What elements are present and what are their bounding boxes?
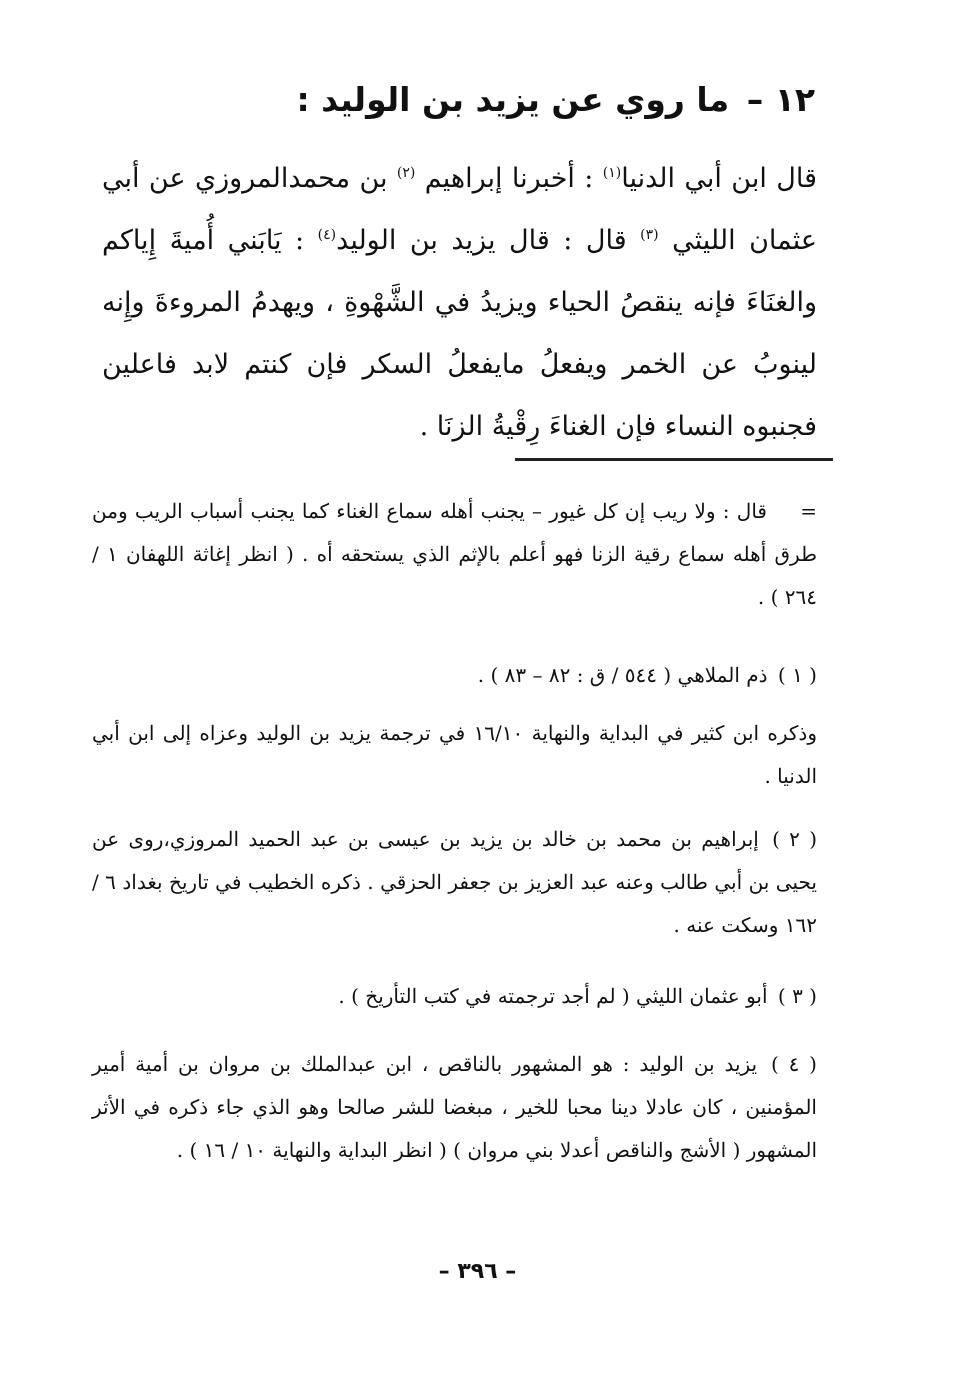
footnote-ref-2: (٢) xyxy=(396,165,416,181)
footnote-continued-text: قال : ولا ريب إن كل غيور – يجنب أهله سماع الغناء كما يجنب أسباب الريب ومن طرق أهله سماع رقية الزنا فهو أعلم بالإثم الذي يستحقه أه . ( انظر إغاثة اللهفان ١ / ٢٦٤ ) . xyxy=(92,499,817,609)
footnote-1-number: ( ١ ) xyxy=(777,663,817,687)
section-number: ١٢ – xyxy=(746,80,815,119)
footnote-3 xyxy=(92,975,817,1018)
footnote-4-number: ( ٤ ) xyxy=(770,1052,817,1076)
main-text-part-4: قال : قال يزيد بن الوليد xyxy=(336,225,641,256)
footnote-2 xyxy=(92,818,817,947)
footnote-ref-4: (٤) xyxy=(317,227,337,243)
footnote-1 xyxy=(92,654,817,697)
footnote-4 xyxy=(92,1043,817,1172)
main-text-part-5: : يَابَني أُميةَ إِياكم والغنَاءَ فإنه ينقصُ الحياء ويزيدُ في الشَّهْوةِ ، ويهدمُ المروءةَ وإِنه لينوبُ عن الخمر ويفعلُ مايفعلُ السكر فإن كنتم لابد فاعلين فجنبوه النساء فإن الغناءَ رِقْيةُ الزنَا . xyxy=(102,225,817,442)
main-text-part-3: بن محمدالمروزي عن أبي عثمان الليثي xyxy=(102,163,817,256)
footnote-2-text: إبراهيم بن محمد بن خالد بن يزيد بن عيسى بن عبد الحميد المروزي،روى عن يحيى بن أبي طالب وعنه عبد العزيز بن جعفر الحزقي . ذكره الخطيب في تاريخ بغداد ٦ / ١٦٢ وسكت عنه . xyxy=(92,827,817,937)
main-paragraph xyxy=(102,148,817,458)
main-text-part-2: : أخبرنا إبراهيم xyxy=(415,163,603,194)
footnote-3-number: ( ٣ ) xyxy=(777,984,817,1008)
page-number: – ٣٩٦ – xyxy=(438,1259,517,1284)
footnote-3-text: أبو عثمان الليثي ( لم أجد ترجمته في كتب التأريخ ) . xyxy=(338,984,768,1008)
section-title: ما روي عن يزيد بن الوليد : xyxy=(296,80,730,119)
footnote-1-extra xyxy=(92,712,817,798)
footnote-separator xyxy=(515,458,833,461)
section-heading xyxy=(115,72,815,128)
main-text-part-1: قال ابن أبي الدنيا xyxy=(621,163,817,194)
footnote-4-text: يزيد بن الوليد : هو المشهور بالناقص ، ابن عبدالملك بن مروان بن أمية أمير المؤمنين ، كان عادلا دينا محبا للخير ، مبغضا للشر صالحا وهو الذي جاء ذكره في الأثر المشهور ( الأشج والناقص أعدلا بني مروان ) ( انظر البداية والنهاية ١٠ / ١٦ ) . xyxy=(92,1052,817,1162)
footnote-1-text: ذم الملاهي ( ٥٤٤ / ق : ٨٢ – ٨٣ ) . xyxy=(477,663,768,687)
footnote-1-extra-text: وذكره ابن كثير في البداية والنهاية ١٦/١٠ في ترجمة يزيد بن الوليد وعزاه إلى ابن أبي الدنيا . xyxy=(92,721,817,788)
footnote-continued xyxy=(92,490,817,619)
footnote-ref-1: (١) xyxy=(602,165,622,181)
footnote-2-number: ( ٢ ) xyxy=(772,827,817,851)
footnote-ref-3: (٣) xyxy=(640,227,659,243)
continuation-mark: = xyxy=(800,499,817,523)
